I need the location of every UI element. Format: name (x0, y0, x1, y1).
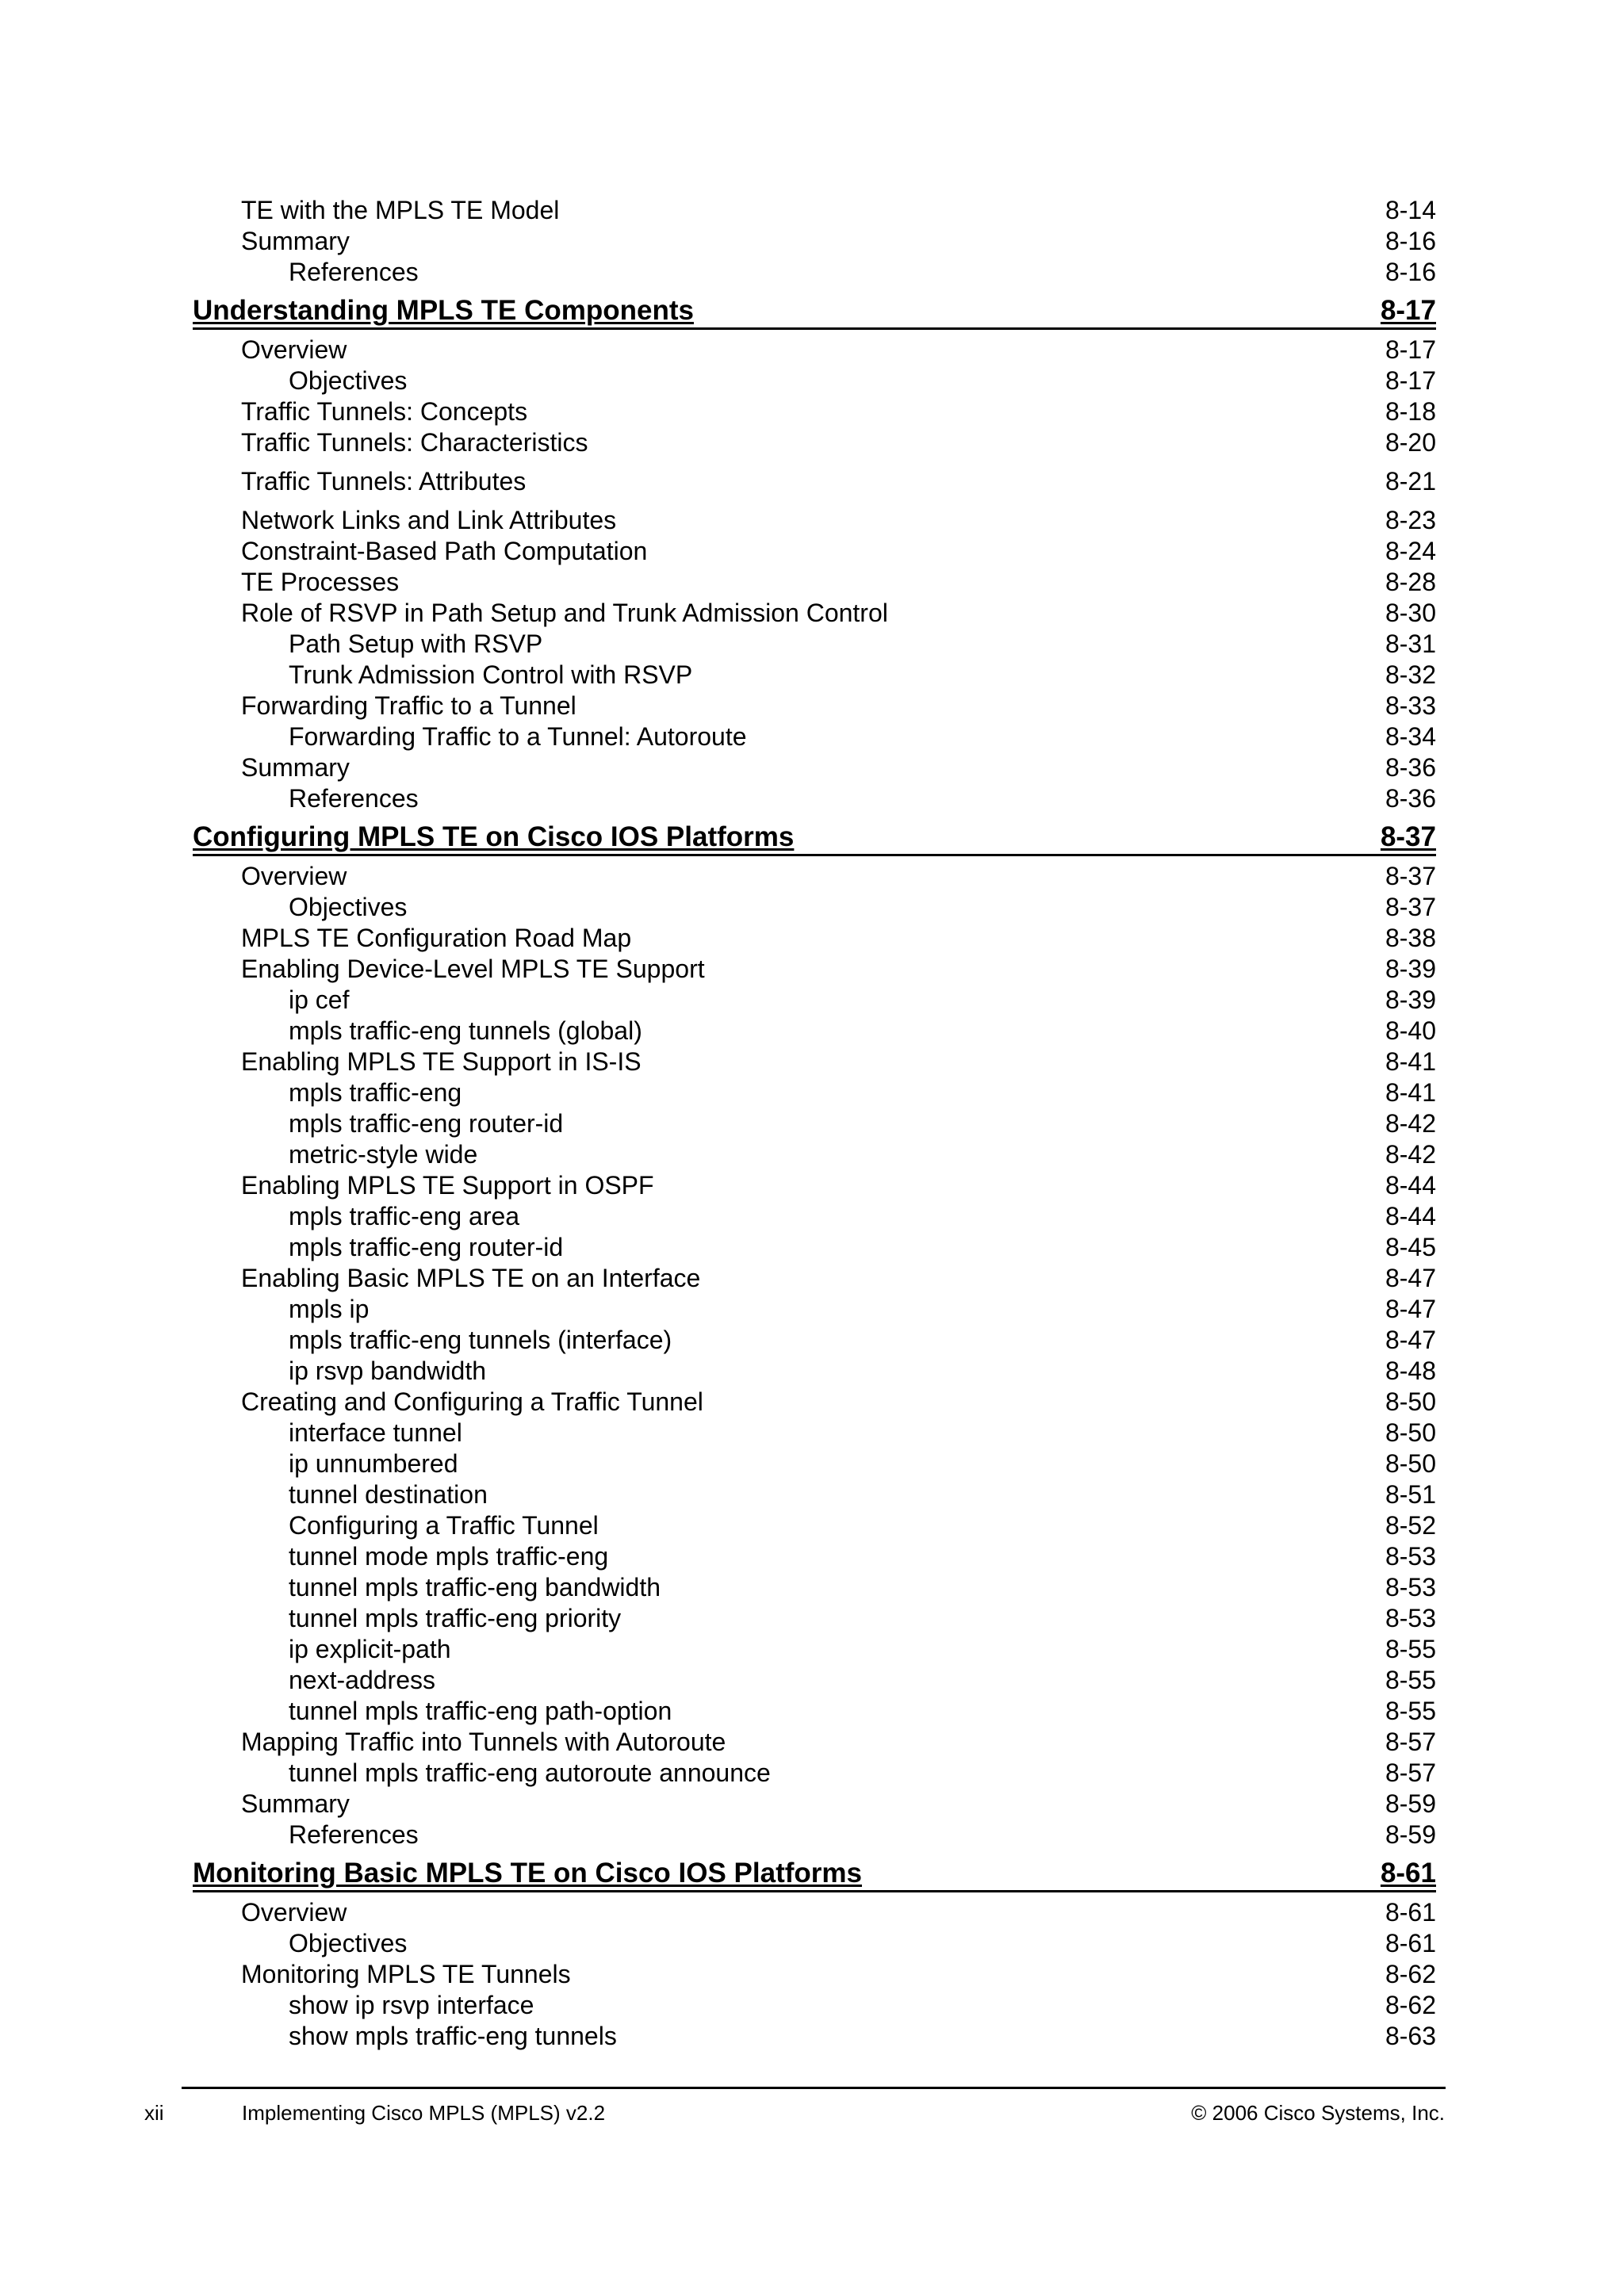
toc-entry[interactable] (193, 1541, 1436, 1572)
toc-entry[interactable] (193, 505, 1436, 536)
toc-entry-title: tunnel mpls traffic-eng priority (289, 1604, 622, 1632)
toc-entry-page: 8-40 (1385, 1016, 1436, 1045)
toc-entry-title: Summary (241, 1789, 350, 1818)
toc-entry-page: 8-41 (1385, 1078, 1436, 1107)
toc-section-heading[interactable] (193, 294, 1436, 330)
toc-entry-page: 8-28 (1385, 568, 1436, 596)
toc-entry[interactable] (193, 396, 1436, 427)
toc-entry-page: 8-20 (1385, 428, 1436, 457)
toc-entry-page: 8-52 (1385, 1511, 1436, 1540)
toc-entry[interactable] (193, 1418, 1436, 1448)
toc-entry-title: ip explicit-path (289, 1635, 451, 1663)
toc-entry-title: Forwarding Traffic to a Tunnel: Autoroute (289, 722, 747, 751)
footer-page-number: xii (144, 2101, 164, 2125)
toc-entry[interactable] (193, 1479, 1436, 1510)
toc-entry[interactable] (193, 1201, 1436, 1232)
toc-entry-title: mpls traffic-eng area (289, 1202, 520, 1230)
toc-entry-page: 8-39 (1385, 985, 1436, 1014)
toc-entry-title: Monitoring MPLS TE Tunnels (241, 1960, 571, 1988)
toc-entry-title: References (289, 258, 419, 286)
toc-entry[interactable] (193, 1170, 1436, 1201)
toc-entry[interactable] (193, 752, 1436, 783)
toc-entry-title: Objectives (289, 893, 408, 921)
toc-entry[interactable] (193, 1016, 1436, 1047)
toc-entry-title: Forwarding Traffic to a Tunnel (241, 691, 576, 720)
toc-entry-title: Enabling Basic MPLS TE on an Interface (241, 1264, 701, 1292)
toc-entry[interactable] (193, 1789, 1436, 1820)
toc-entry-page: 8-33 (1385, 691, 1436, 720)
toc-entry-title: Summary (241, 227, 350, 255)
toc-entry-title: ip cef (289, 985, 350, 1014)
toc-entry[interactable] (193, 721, 1436, 752)
toc-entry[interactable] (193, 257, 1436, 288)
toc-entry[interactable] (193, 195, 1436, 226)
toc-entry[interactable] (193, 1696, 1436, 1727)
toc-entry[interactable] (193, 1727, 1436, 1758)
toc-entry-page: 8-55 (1385, 1666, 1436, 1694)
toc-entry-title: Overview (241, 1898, 347, 1927)
toc-entry[interactable] (193, 1603, 1436, 1634)
toc-entry-page: 8-47 (1385, 1326, 1436, 1354)
toc-entry-title: Configuring a Traffic Tunnel (289, 1511, 599, 1540)
toc-entry[interactable] (193, 1356, 1436, 1387)
toc-entry-page: 8-55 (1385, 1635, 1436, 1663)
toc-entry[interactable] (193, 1139, 1436, 1170)
toc-entry[interactable] (193, 1387, 1436, 1418)
toc-entry[interactable] (193, 1572, 1436, 1603)
toc-entry-page: 8-17 (1380, 295, 1436, 326)
toc-entry[interactable] (193, 365, 1436, 396)
toc-entry[interactable] (193, 226, 1436, 257)
toc-entry[interactable] (193, 1634, 1436, 1665)
toc-entry-page: 8-18 (1385, 397, 1436, 426)
toc-entry-page: 8-17 (1385, 366, 1436, 395)
toc-entry[interactable] (193, 1047, 1436, 1077)
toc-entry[interactable] (193, 335, 1436, 365)
toc-entry[interactable] (193, 1448, 1436, 1479)
toc-section-heading[interactable] (193, 1857, 1436, 1892)
toc-entry-title: Trunk Admission Control with RSVP (289, 660, 693, 689)
toc-entry[interactable] (193, 536, 1436, 567)
toc-entry-title: show ip rsvp interface (289, 1991, 534, 2019)
toc-entry-page: 8-61 (1385, 1898, 1436, 1927)
toc-entry-title: ip unnumbered (289, 1449, 458, 1478)
footer-divider (182, 2087, 1446, 2089)
toc-section-heading[interactable] (193, 821, 1436, 856)
table-of-contents (193, 195, 1436, 2052)
toc-entry[interactable] (193, 783, 1436, 814)
toc-entry-title: tunnel mode mpls traffic-eng (289, 1542, 609, 1571)
toc-entry[interactable] (193, 1820, 1436, 1850)
toc-entry[interactable] (193, 1928, 1436, 1959)
toc-entry[interactable] (193, 1325, 1436, 1356)
toc-entry-title: show mpls traffic-eng tunnels (289, 2022, 617, 2050)
toc-entry-title: Enabling MPLS TE Support in IS-IS (241, 1047, 642, 1076)
toc-entry-page: 8-37 (1385, 893, 1436, 921)
toc-entry-title: Configuring MPLS TE on Cisco IOS Platforms (193, 821, 795, 852)
toc-entry-page: 8-16 (1385, 227, 1436, 255)
toc-entry-page: 8-57 (1385, 1758, 1436, 1787)
toc-entry-page: 8-63 (1385, 2022, 1436, 2050)
toc-entry-title: TE with the MPLS TE Model (241, 196, 560, 224)
toc-entry-title: Creating and Configuring a Traffic Tunnel (241, 1387, 703, 1416)
toc-entry[interactable] (193, 567, 1436, 598)
toc-entry-page: 8-36 (1385, 753, 1436, 782)
toc-entry-page: 8-57 (1385, 1728, 1436, 1756)
toc-entry-title: Network Links and Link Attributes (241, 506, 617, 534)
toc-entry-title: Objectives (289, 1929, 408, 1957)
toc-entry-title: interface tunnel (289, 1418, 462, 1447)
toc-entry-title: Enabling Device-Level MPLS TE Support (241, 955, 705, 983)
toc-entry-page: 8-42 (1385, 1109, 1436, 1138)
toc-entry-page: 8-55 (1385, 1697, 1436, 1725)
toc-entry-title: Path Setup with RSVP (289, 629, 543, 658)
toc-entry[interactable] (193, 466, 1436, 497)
toc-entry-page: 8-42 (1385, 1140, 1436, 1169)
toc-entry-page: 8-45 (1385, 1233, 1436, 1261)
toc-entry-title: Traffic Tunnels: Concepts (241, 397, 528, 426)
toc-entry[interactable] (193, 2021, 1436, 2052)
toc-entry-page: 8-53 (1385, 1573, 1436, 1601)
toc-entry-title: Summary (241, 753, 350, 782)
toc-entry-page: 8-37 (1380, 821, 1436, 852)
toc-entry-title: mpls traffic-eng (289, 1078, 462, 1107)
toc-entry[interactable] (193, 1108, 1436, 1139)
toc-entry-title: mpls traffic-eng router-id (289, 1109, 564, 1138)
toc-entry-page: 8-41 (1385, 1047, 1436, 1076)
toc-entry[interactable] (193, 954, 1436, 985)
toc-entry[interactable] (193, 660, 1436, 691)
toc-entry[interactable] (193, 1897, 1436, 1928)
toc-entry-page: 8-62 (1385, 1991, 1436, 2019)
toc-entry-title: Mapping Traffic into Tunnels with Autoroute (241, 1728, 726, 1756)
toc-entry-page: 8-50 (1385, 1418, 1436, 1447)
toc-entry-title: mpls traffic-eng tunnels (interface) (289, 1326, 672, 1354)
footer-book-title: Implementing Cisco MPLS (MPLS) v2.2 (242, 2101, 606, 2125)
toc-entry-page: 8-61 (1385, 1929, 1436, 1957)
toc-entry[interactable] (193, 923, 1436, 954)
toc-entry-title: mpls traffic-eng tunnels (global) (289, 1016, 642, 1045)
toc-entry-title: ip rsvp bandwidth (289, 1357, 487, 1385)
toc-entry-title: Overview (241, 862, 347, 890)
toc-entry-title: Objectives (289, 366, 408, 395)
toc-entry-page: 8-53 (1385, 1604, 1436, 1632)
toc-entry-title: References (289, 784, 419, 813)
toc-entry-title: tunnel mpls traffic-eng autoroute announce (289, 1758, 771, 1787)
toc-entry-title: References (289, 1820, 419, 1849)
toc-entry[interactable] (193, 1077, 1436, 1108)
toc-entry-title: tunnel mpls traffic-eng path-option (289, 1697, 672, 1725)
toc-entry-page: 8-62 (1385, 1960, 1436, 1988)
toc-entry-title: Understanding MPLS TE Components (193, 295, 694, 326)
toc-entry-page: 8-21 (1385, 467, 1436, 496)
toc-entry[interactable] (193, 1758, 1436, 1789)
toc-entry[interactable] (193, 1959, 1436, 1990)
toc-entry-title: Traffic Tunnels: Characteristics (241, 428, 588, 457)
toc-entry-title: Traffic Tunnels: Attributes (241, 467, 527, 496)
toc-entry-page: 8-47 (1385, 1264, 1436, 1292)
toc-entry[interactable] (193, 1232, 1436, 1263)
toc-entry[interactable] (193, 892, 1436, 923)
toc-entry-page: 8-59 (1385, 1789, 1436, 1818)
toc-entry[interactable] (193, 598, 1436, 629)
toc-entry[interactable] (193, 691, 1436, 721)
toc-entry-page: 8-44 (1385, 1171, 1436, 1200)
toc-entry[interactable] (193, 1294, 1436, 1325)
toc-entry[interactable] (193, 1263, 1436, 1294)
toc-entry-page: 8-53 (1385, 1542, 1436, 1571)
toc-entry-page: 8-50 (1385, 1449, 1436, 1478)
toc-entry-title: Role of RSVP in Path Setup and Trunk Admission Control (241, 599, 888, 627)
toc-entry-page: 8-38 (1385, 924, 1436, 952)
toc-entry-page: 8-14 (1385, 196, 1436, 224)
toc-entry-page: 8-61 (1380, 1858, 1436, 1888)
toc-entry[interactable] (193, 1990, 1436, 2021)
toc-entry-page: 8-51 (1385, 1480, 1436, 1509)
toc-entry[interactable] (193, 861, 1436, 892)
toc-entry-title: MPLS TE Configuration Road Map (241, 924, 632, 952)
toc-entry-page: 8-36 (1385, 784, 1436, 813)
toc-entry-title: Monitoring Basic MPLS TE on Cisco IOS Platforms (193, 1858, 862, 1888)
toc-entry-page: 8-59 (1385, 1820, 1436, 1849)
toc-entry-page: 8-30 (1385, 599, 1436, 627)
toc-entry[interactable] (193, 1510, 1436, 1541)
toc-entry-page: 8-37 (1385, 862, 1436, 890)
toc-entry-title: mpls ip (289, 1295, 370, 1323)
toc-entry-title: Enabling MPLS TE Support in OSPF (241, 1171, 654, 1200)
toc-entry-title: next-address (289, 1666, 435, 1694)
toc-entry-title: TE Processes (241, 568, 400, 596)
toc-entry-page: 8-32 (1385, 660, 1436, 689)
toc-entry[interactable] (193, 985, 1436, 1016)
toc-entry-title: Overview (241, 335, 347, 364)
toc-entry-page: 8-16 (1385, 258, 1436, 286)
toc-entry-page: 8-24 (1385, 537, 1436, 565)
toc-entry-page: 8-17 (1385, 335, 1436, 364)
toc-entry[interactable] (193, 629, 1436, 660)
footer-copyright: © 2006 Cisco Systems, Inc. (1191, 2101, 1445, 2125)
toc-entry-page: 8-23 (1385, 506, 1436, 534)
toc-entry-title: mpls traffic-eng router-id (289, 1233, 564, 1261)
toc-entry-page: 8-44 (1385, 1202, 1436, 1230)
toc-entry-page: 8-50 (1385, 1387, 1436, 1416)
toc-entry-page: 8-48 (1385, 1357, 1436, 1385)
toc-entry-page: 8-47 (1385, 1295, 1436, 1323)
toc-entry-page: 8-39 (1385, 955, 1436, 983)
toc-entry-title: tunnel destination (289, 1480, 488, 1509)
toc-entry-title: tunnel mpls traffic-eng bandwidth (289, 1573, 661, 1601)
toc-entry[interactable] (193, 1665, 1436, 1696)
toc-entry-title: metric-style wide (289, 1140, 478, 1169)
toc-entry[interactable] (193, 427, 1436, 458)
toc-entry-page: 8-34 (1385, 722, 1436, 751)
toc-entry-title: Constraint-Based Path Computation (241, 537, 648, 565)
toc-entry-page: 8-31 (1385, 629, 1436, 658)
